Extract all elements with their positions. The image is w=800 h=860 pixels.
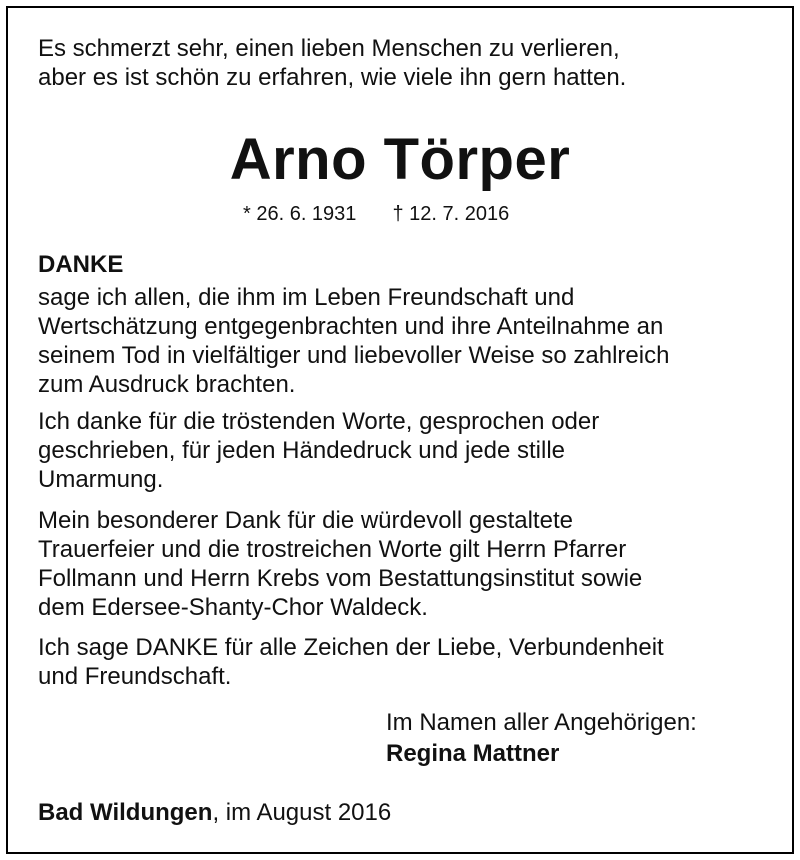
paragraph-line: und Freundschaft. xyxy=(38,663,232,690)
paragraph-line: seinem Tod in vielfältiger und liebevoller Weise so zahlreich xyxy=(38,342,670,369)
birth-date: * 26. 6. 1931 xyxy=(243,203,357,225)
paragraph-line: zum Ausdruck brachten. xyxy=(38,371,296,398)
paragraph-line: Ich sage DANKE für alle Zeichen der Liebe, Verbundenheit xyxy=(38,634,664,661)
death-date: † 12. 7. 2016 xyxy=(392,203,510,225)
paragraph-line: Umarmung. xyxy=(38,466,164,493)
motto-line: aber es ist schön zu erfahren, wie viele ihn gern hatten. xyxy=(38,64,627,91)
signature-block xyxy=(386,707,697,769)
thanks-paragraph xyxy=(38,407,599,494)
thanks-paragraph xyxy=(38,283,669,399)
paragraph-line: Ich danke für die tröstenden Worte, gesprochen oder xyxy=(38,408,600,435)
place-date: , im August 2016 xyxy=(212,799,392,826)
thanks-heading: DANKE xyxy=(38,251,124,278)
motto xyxy=(38,34,626,92)
paragraph-line: Trauerfeier und die trostreichen Worte gilt Herrn Pfarrer xyxy=(38,536,627,563)
paragraph-line: geschrieben, für jeden Händedruck und jede stille xyxy=(38,437,566,464)
deceased-name: Arno Törper xyxy=(229,127,571,192)
thanks-paragraph xyxy=(38,506,642,622)
life-dates xyxy=(243,201,509,227)
paragraph-line: sage ich allen, die ihm im Leben Freundschaft und xyxy=(38,284,575,311)
paragraph-line: dem Edersee-Shanty-Chor Waldeck. xyxy=(38,594,428,621)
motto-line: Es schmerzt sehr, einen lieben Menschen zu verlieren, xyxy=(38,35,620,62)
paragraph-line: Mein besonderer Dank für die würdevoll gestaltete xyxy=(38,507,573,534)
paragraph-line: Follmann und Herrn Krebs vom Bestattungsinstitut sowie xyxy=(38,565,643,592)
signer-name: Regina Mattner xyxy=(386,740,560,767)
paragraph-line: Wertschätzung entgegenbrachten und ihre Anteilnahme an xyxy=(38,313,664,340)
place-city: Bad Wildungen xyxy=(38,799,213,826)
signature-intro: Im Namen aller Angehörigen: xyxy=(386,709,697,736)
thanks-paragraph xyxy=(38,633,664,691)
place-and-date xyxy=(38,798,391,828)
